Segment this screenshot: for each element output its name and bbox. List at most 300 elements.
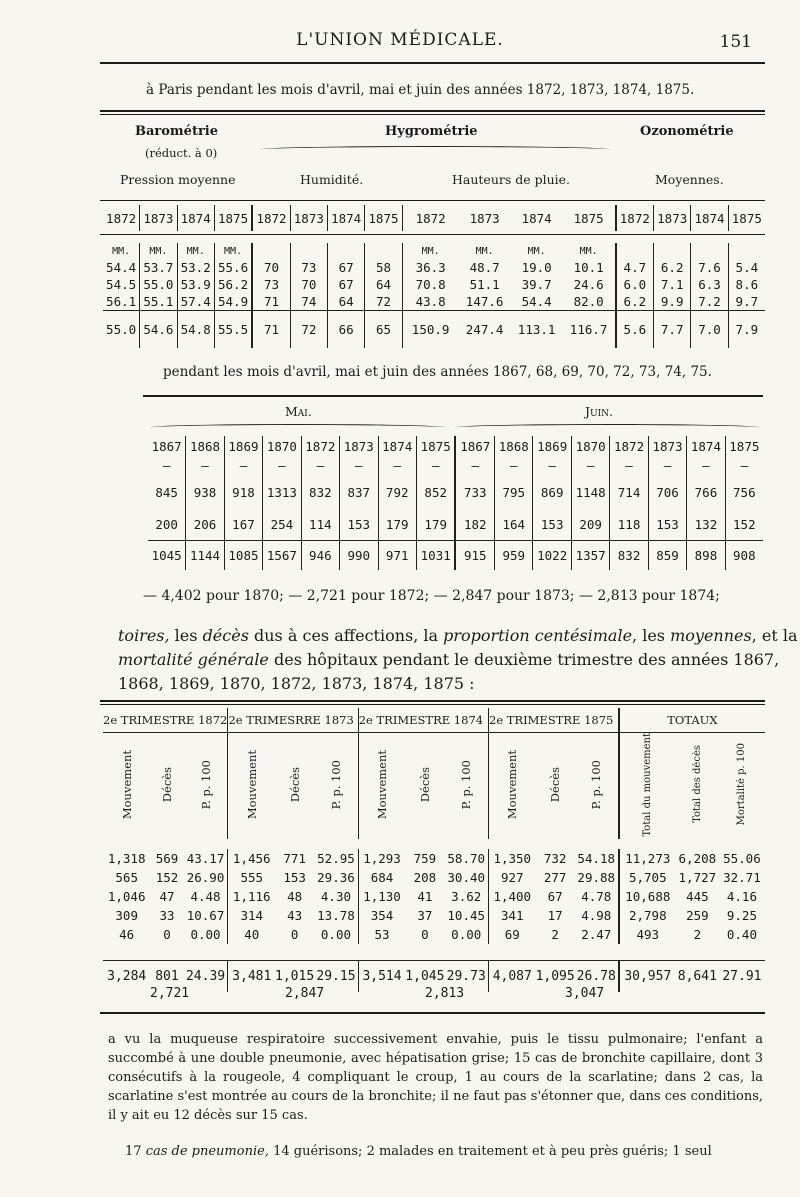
- col-head: Total des décès: [691, 745, 703, 824]
- cell: 684: [358, 868, 405, 887]
- intro-fragment: des hôpitaux pendant le deuxième trimestre des années 1867,: [268, 650, 780, 669]
- section2-data-row: [148, 510, 763, 540]
- total-cell: 946: [301, 540, 339, 570]
- cell: 8.6: [728, 276, 765, 293]
- year: 1869: [533, 436, 571, 456]
- dash: —: [301, 456, 339, 474]
- total-cell: 65: [365, 310, 402, 348]
- cell: 1148: [571, 474, 609, 510]
- pluie-heading: Hauteurs de pluie.: [452, 172, 571, 187]
- cell: 72: [365, 293, 402, 310]
- section1-top-rule: [100, 110, 765, 112]
- year: 1874: [378, 436, 416, 456]
- cell: 33: [159, 908, 175, 924]
- cell: 714: [610, 474, 648, 510]
- total-cell: 1022: [533, 540, 571, 570]
- year: 1875: [725, 436, 763, 456]
- cell: 54.9: [214, 293, 252, 310]
- year: 1870: [263, 436, 301, 456]
- total-cell: 4,087: [489, 960, 536, 992]
- intro-line-2: [118, 650, 779, 669]
- total-cell: 29.15: [316, 968, 356, 984]
- dash: —: [416, 456, 455, 474]
- cell: 39.7: [521, 277, 552, 292]
- cell: 10.67: [186, 908, 225, 924]
- body-paragraph-2: [125, 1144, 765, 1159]
- dash: —: [162, 457, 171, 473]
- cell: 4.30: [320, 889, 352, 905]
- trimestre-heading: 2e TRIMESTRE 1874: [358, 708, 488, 732]
- intro-line-3: 1868, 1869, 1870, 1872, 1873, 1874, 1875 :: [118, 674, 475, 693]
- cell: 114: [301, 510, 339, 540]
- cell: 132: [687, 510, 725, 540]
- section2-top-rule: [143, 395, 763, 397]
- cell: 208: [413, 870, 437, 886]
- cell: 153: [340, 510, 378, 540]
- cell: 9.7: [728, 293, 765, 310]
- unit-label: MM.: [140, 243, 177, 259]
- total-cell: 29.73: [446, 968, 486, 984]
- total-cell: 26.78: [576, 968, 616, 984]
- totaux-heading: TOTAUX: [619, 708, 765, 732]
- cell: 70: [290, 276, 327, 293]
- section3-top-rule2: [100, 704, 765, 705]
- cell: 70: [252, 259, 290, 276]
- cell: 0.40: [726, 927, 757, 943]
- section3-data-row: [103, 868, 765, 887]
- year: 1875: [214, 205, 252, 231]
- year: 1869: [224, 436, 262, 456]
- cell: 1,046: [107, 889, 146, 905]
- total-cell: 27.91: [722, 968, 762, 984]
- baro-heading: Barométrie: [135, 124, 219, 139]
- cell: 493: [619, 925, 676, 944]
- year: 1875: [416, 436, 455, 456]
- cell: 10.45: [447, 908, 486, 924]
- page-number: 151: [719, 32, 752, 52]
- cell: 4.78: [581, 889, 612, 905]
- trimestre-heading: 2e TRIMESRRE 1873: [228, 708, 358, 732]
- total-cell: 908: [725, 540, 763, 570]
- cell: 36.3: [402, 259, 459, 276]
- section2-total-row: [148, 540, 763, 570]
- year: 1874: [177, 205, 214, 231]
- running-header: L'UNION MÉDICALE.: [296, 30, 504, 50]
- cell: 2: [693, 927, 702, 943]
- total-cell: 55.5: [214, 310, 252, 348]
- cell: 756: [725, 474, 763, 510]
- cell: 555: [228, 868, 275, 887]
- total-cell: 1085: [224, 540, 262, 570]
- cell: 1,350: [489, 849, 536, 868]
- total-cell: 7.9: [728, 310, 765, 348]
- year: 1873: [340, 436, 378, 456]
- total-cell: 72: [290, 310, 327, 348]
- cell: 82.0: [573, 293, 604, 309]
- total-cell: 7.7: [654, 310, 691, 348]
- cell: 792: [378, 474, 416, 510]
- cell: 918: [224, 474, 262, 510]
- cell: 53.7: [140, 259, 177, 276]
- cell: 153: [648, 510, 686, 540]
- section3-colheads-row: [103, 732, 765, 839]
- section3-bottom-rule: [100, 1012, 765, 1014]
- cell: 51.1: [469, 277, 500, 292]
- section3-data-row: [103, 925, 765, 944]
- col-head: Mouvement: [119, 749, 134, 819]
- dash: —: [725, 456, 763, 474]
- cell: 2,798: [619, 906, 676, 925]
- cell: 927: [489, 868, 536, 887]
- total-cell: 247.4: [465, 321, 504, 337]
- cell: 5.4: [728, 259, 765, 276]
- section3-table: [103, 708, 765, 992]
- intro-fragment: mortalité générale: [118, 650, 269, 669]
- cell: 1,400: [489, 887, 536, 906]
- year: 1872: [402, 205, 459, 231]
- cell: 41: [417, 889, 433, 905]
- year: 1873: [290, 205, 327, 231]
- cell: 1,130: [358, 887, 405, 906]
- cell: 48.7: [469, 260, 500, 275]
- unit-label: MM.: [112, 245, 131, 257]
- cell: 58.70: [447, 851, 486, 867]
- cell: 569: [155, 851, 179, 867]
- cell: 9.25: [726, 908, 757, 924]
- cell: 706: [648, 474, 686, 510]
- section2-dash-row: [148, 456, 763, 474]
- cell: 314: [228, 906, 275, 925]
- section3-top-rule: [100, 700, 765, 702]
- cell: 845: [155, 484, 178, 500]
- cell: 0: [421, 927, 429, 943]
- cell: 0.00: [451, 927, 482, 943]
- cell: 37: [417, 908, 433, 924]
- cell: 10.1: [573, 260, 604, 275]
- year: 1875: [365, 205, 402, 231]
- unit-label: MM.: [579, 245, 598, 257]
- cell: 795: [495, 474, 533, 510]
- dash: —: [571, 456, 609, 474]
- cell: 56.2: [214, 276, 252, 293]
- total-cell: 1,015: [275, 968, 315, 984]
- cell: 147.6: [465, 293, 504, 309]
- col-head: Décès: [287, 766, 302, 802]
- cell: 56.1: [106, 293, 137, 309]
- cell: 1,293: [358, 849, 405, 868]
- year: 1872: [616, 205, 654, 231]
- section2-footer: — 4,402 pour 1870; — 2,721 pour 1872; — 2,847 pour 1873; — 2,813 pour 1874;: [143, 588, 720, 604]
- pression-heading: Pression moyenne: [120, 172, 236, 187]
- cell: 54.4: [106, 260, 137, 275]
- cell: 54.5: [106, 277, 137, 292]
- juin-brace: [455, 424, 760, 431]
- cell: 70.8: [402, 276, 459, 293]
- total-cell: 801: [155, 968, 179, 984]
- section3-group-row: [103, 708, 765, 732]
- section1-units-row: [103, 243, 765, 259]
- intro-fragment: décès: [202, 626, 249, 645]
- bottom-total: 2,721: [150, 986, 190, 1001]
- year: 1873: [654, 205, 691, 231]
- unit-label: MM.: [177, 243, 214, 259]
- cell: 73: [252, 276, 290, 293]
- cell: 48: [287, 889, 303, 905]
- year: 1872: [252, 205, 290, 231]
- cell: 6.2: [616, 293, 654, 310]
- section3-data-row: [103, 887, 765, 906]
- intro-fragment: , les: [632, 626, 671, 645]
- cell: 759: [413, 851, 437, 867]
- humidite-heading: Humidité.: [300, 172, 364, 187]
- section1-total-row: [103, 310, 765, 348]
- trimestre-heading: 2e TRIMESTRE 1875: [489, 708, 619, 732]
- cell: 58: [365, 259, 402, 276]
- cell: 55.1: [140, 293, 177, 310]
- cell: 73: [290, 259, 327, 276]
- dash: —: [610, 456, 648, 474]
- year: 1874: [521, 210, 552, 226]
- para-fragment: 17: [125, 1144, 146, 1159]
- section3-data-row: [103, 849, 765, 868]
- intro-fragment: dus à ces affections, la: [248, 626, 444, 645]
- section1-caption: à Paris pendant les mois d'avril, mai et juin des années 1872, 1873, 1874, 1875.: [146, 82, 695, 98]
- section1-table: [103, 205, 765, 348]
- cell: 53.2: [177, 259, 214, 276]
- unit-label: MM.: [475, 245, 494, 257]
- cell: 832: [301, 474, 339, 510]
- section1-data-row: [103, 293, 765, 310]
- year: 1872: [106, 210, 137, 226]
- cell: 47: [159, 889, 175, 905]
- total-cell: 1567: [263, 540, 301, 570]
- section2-table: [148, 436, 763, 570]
- bottom-total: 2,813: [425, 986, 465, 1001]
- total-cell: 7.0: [691, 310, 728, 348]
- cell: 74: [290, 293, 327, 310]
- cell: 0.00: [190, 927, 221, 943]
- cell: 3.62: [451, 889, 482, 905]
- cell: 71: [252, 293, 290, 310]
- hygro-heading: Hygrométrie: [385, 124, 478, 139]
- cell: 53.9: [177, 276, 214, 293]
- cell: 179: [416, 510, 455, 540]
- year: 1874: [328, 205, 365, 231]
- cell: 565: [115, 870, 138, 886]
- cell: 7.1: [654, 276, 691, 293]
- intro-fragment: , et la: [751, 626, 798, 645]
- baro-subheading: (réduct. à 0): [145, 146, 218, 160]
- cell: 1313: [263, 474, 301, 510]
- col-head: P. p. 100: [328, 759, 343, 809]
- cell: 309: [115, 908, 138, 924]
- intro-fragment: toires,: [118, 626, 170, 645]
- para-fragment: 14 guérisons; 2 malades en traitement et à peu près guéris; 1 seul: [268, 1144, 712, 1159]
- cell: 118: [610, 510, 648, 540]
- total-cell: 24.39: [185, 968, 226, 984]
- col-head: Décès: [417, 766, 432, 802]
- section1-data-row: [103, 259, 765, 276]
- dash: —: [495, 456, 533, 474]
- cell: 6,208: [678, 851, 717, 867]
- cell: 10,688: [619, 887, 676, 906]
- cell: 1,456: [228, 849, 275, 868]
- dash: —: [378, 456, 416, 474]
- year: 1870: [571, 436, 609, 456]
- col-head: P. p. 100: [589, 759, 604, 809]
- dash: —: [455, 456, 494, 474]
- dash: —: [533, 456, 571, 474]
- cell: 179: [378, 510, 416, 540]
- cell: 259: [686, 908, 709, 924]
- section1-year-rule: [100, 200, 765, 201]
- dash: —: [648, 456, 686, 474]
- cell: 7.2: [691, 293, 728, 310]
- cell: 29.36: [317, 870, 355, 886]
- total-cell: 832: [610, 540, 648, 570]
- intro-line-1: [118, 626, 798, 645]
- cell: 26.90: [186, 870, 225, 886]
- cell: 19.0: [521, 260, 552, 275]
- dash: —: [224, 456, 262, 474]
- cell: 445: [686, 889, 709, 905]
- dash: —: [340, 456, 378, 474]
- total-cell: 54.8: [177, 310, 214, 348]
- total-cell: 915: [455, 540, 494, 570]
- year: 1867: [151, 438, 182, 454]
- para-fragment: cas de pneumonie,: [145, 1144, 269, 1159]
- cell: 29.88: [577, 870, 616, 886]
- total-cell: 113.1: [517, 321, 556, 337]
- cell: 200: [155, 517, 178, 533]
- total-cell: 990: [340, 540, 378, 570]
- cell: 7.6: [691, 259, 728, 276]
- year: 1868: [495, 436, 533, 456]
- cell: 766: [687, 474, 725, 510]
- total-cell: 971: [378, 540, 416, 570]
- dash: —: [263, 456, 301, 474]
- cell: 0: [290, 927, 299, 943]
- col-head: P. p. 100: [198, 759, 213, 809]
- cell: 55.06: [723, 851, 761, 867]
- cell: 57.4: [177, 293, 214, 310]
- cell: 55.0: [140, 276, 177, 293]
- intro-fragment: proportion centésimale: [443, 626, 633, 645]
- total-cell: 54.6: [140, 310, 177, 348]
- cell: 206: [186, 510, 224, 540]
- cell: 9.9: [654, 293, 691, 310]
- cell: 852: [416, 474, 455, 510]
- total-cell: 859: [648, 540, 686, 570]
- cell: 6.0: [616, 276, 654, 293]
- cell: 55.6: [214, 259, 252, 276]
- cell: 54.18: [577, 851, 616, 867]
- year: 1874: [687, 436, 725, 456]
- intro-fragment: moyennes: [670, 626, 752, 645]
- year: 1875: [573, 210, 604, 226]
- year: 1873: [648, 436, 686, 456]
- dash: —: [687, 456, 725, 474]
- total-cell: 66: [328, 310, 365, 348]
- cell: 209: [571, 510, 609, 540]
- ozono-heading: Ozonométrie: [640, 124, 734, 139]
- col-head: Mouvement: [375, 749, 389, 819]
- year: 1867: [455, 436, 494, 456]
- col-head: Mouvement: [505, 749, 520, 819]
- year: 1873: [469, 210, 500, 226]
- total-cell: 3,284: [107, 968, 147, 984]
- total-cell: 8,641: [677, 968, 717, 984]
- cell: 11,273: [619, 849, 676, 868]
- cell: 152: [155, 870, 179, 886]
- cell: 6.3: [691, 276, 728, 293]
- trimestre-heading: 2e TRIMESTRE 1872: [103, 712, 228, 727]
- cell: 837: [340, 474, 378, 510]
- unit-label: MM.: [214, 243, 252, 259]
- section2-data-row: [148, 474, 763, 510]
- cell: 254: [263, 510, 301, 540]
- section1-years-row: [103, 205, 765, 231]
- total-cell: 1144: [186, 540, 224, 570]
- total-cell: 30,957: [619, 960, 676, 992]
- section1-top-rule2: [100, 114, 765, 115]
- year: 1868: [186, 436, 224, 456]
- col-head: Décès: [159, 766, 174, 802]
- col-head: Mortalité p. 100: [736, 743, 748, 826]
- total-cell: 1045: [151, 547, 182, 563]
- total-cell: 1,095: [535, 968, 575, 984]
- bottom-total: 2,847: [285, 986, 325, 1001]
- total-cell: 5.6: [616, 310, 654, 348]
- cell: 1,318: [107, 851, 146, 867]
- cell: 43.8: [402, 293, 459, 310]
- cell: 43: [287, 908, 303, 924]
- cell: 732: [543, 851, 567, 867]
- cell: 24.6: [573, 277, 604, 292]
- cell: 6.2: [654, 259, 691, 276]
- cell: 733: [455, 474, 494, 510]
- total-cell: 1357: [571, 540, 609, 570]
- cell: 54.4: [521, 293, 552, 309]
- col-head: Décès: [548, 766, 563, 802]
- total-cell: 150.9: [402, 310, 459, 348]
- section2-caption: pendant les mois d'avril, mai et juin des années 1867, 68, 69, 70, 72, 73, 74, 75.: [163, 364, 712, 380]
- cell: 1,116: [228, 887, 275, 906]
- hygro-brace: [260, 146, 610, 153]
- cell: 153: [533, 510, 571, 540]
- year: 1872: [610, 436, 648, 456]
- cell: 0: [163, 927, 171, 943]
- cell: 2: [551, 927, 559, 943]
- cell: 1,727: [678, 870, 717, 886]
- cell: 4.48: [190, 889, 221, 905]
- cell: 153: [283, 870, 306, 886]
- section3-data-row: [103, 906, 765, 925]
- cell: 5,705: [619, 868, 676, 887]
- cell: 40: [228, 925, 275, 944]
- cell: 277: [543, 870, 567, 886]
- year: 1872: [301, 436, 339, 456]
- header-rule: [100, 62, 765, 64]
- cell: 52.95: [317, 851, 355, 867]
- cell: 152: [725, 510, 763, 540]
- cell: 164: [495, 510, 533, 540]
- cell: 4.98: [581, 908, 612, 924]
- total-cell: 3,481: [228, 960, 275, 992]
- unit-label: MM.: [527, 245, 546, 257]
- intro-fragment: les: [169, 626, 203, 645]
- moyennes-heading: Moyennes.: [655, 172, 724, 187]
